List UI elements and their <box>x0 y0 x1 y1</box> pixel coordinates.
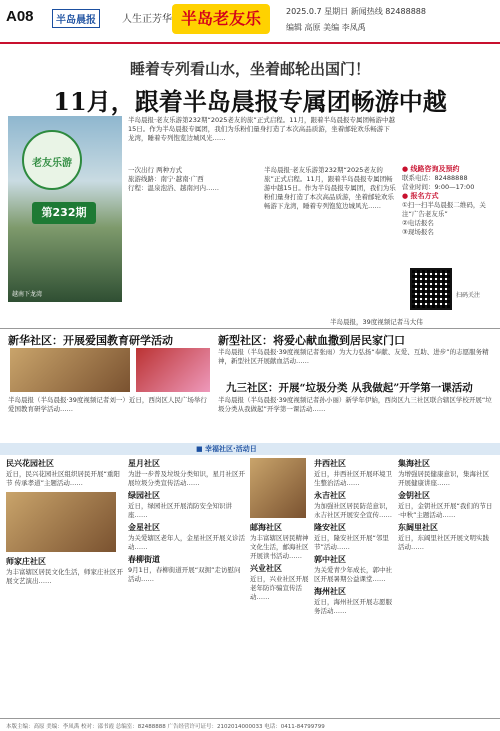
brief-title: 东阔里社区 <box>398 523 438 532</box>
briefs-col-4 <box>398 458 494 716</box>
column-name: 人生正芳华 <box>122 14 172 25</box>
qr-code[interactable] <box>410 268 452 310</box>
section-divider <box>0 328 500 329</box>
xinhua-photo-2 <box>136 348 210 392</box>
brief-photo-2 <box>250 458 306 518</box>
contact-body: 联系电话：82488888 营业时间：9:00—17:00 <box>402 174 475 191</box>
page-code: A08 <box>6 8 34 25</box>
page-footer: 本版主编：高原 美编：李凤禹 校对：邵书霞 总编室：82488888 广告经营许可证号：2102014000033 电话：0411-84799799 <box>0 718 500 731</box>
brief-text: 为关爱辖区老年人，金星社区开展义诊活动…… <box>128 534 245 551</box>
community-band <box>0 443 500 455</box>
brief-title: 兴业社区 <box>250 564 282 573</box>
brief-text: 近日，民兴花园社区组织居民开展“重阳节 传承孝道”主题活动…… <box>6 470 120 487</box>
brief-text: 近日，隆安社区开展“邻里节”活动…… <box>314 534 389 551</box>
brief-title: 郭中社区 <box>314 555 346 564</box>
photo-caption: 越南下龙湾 <box>12 291 43 298</box>
brief-photo <box>6 492 116 552</box>
briefs-col-3a <box>250 458 310 716</box>
logo-text: 老友乐游 <box>32 158 72 169</box>
brief-text: 为增强居民健康意识，集海社区开展健康讲座…… <box>398 470 489 487</box>
xinhua-photo <box>10 348 130 392</box>
brief-title: 春柳街道 <box>128 555 160 564</box>
contact-title: ● 线路咨询及预约 <box>402 165 460 173</box>
header-meta-line1: 2025.0.7 星期日 新闻热线 82488888 <box>286 7 426 16</box>
brief-text: 近日，金钥社区开展“我们的节日·中秋”主题活动…… <box>398 502 493 519</box>
xinhua-text: 半岛晨报（半岛晨报·39度视频记者刘一）近日，西岗区人民广场举行爱国教育研学活动…… <box>8 396 207 413</box>
lead-article-col1: 一次出行 两种方式 旅游线路：南宁·越南·广西 行程：温泉泡浴、越南河内…… <box>128 166 219 192</box>
xinxing-text: 半岛晨报（半岛晨报·39度视频记者张雨）为大力弘扬“奉献、友爱、互助、进步”的志愿服务精神，新型社区开展献血活动…… <box>218 348 489 365</box>
brief-text: 为丰富辖区居民精神文化生活，邮海社区开展读书活动…… <box>250 534 309 560</box>
signup-title: ● 报名方式 <box>402 192 439 200</box>
qr-label: 扫码关注 <box>456 292 481 299</box>
brief-text: 为加强社区居民防范意识，永吉社区开展安全宣传…… <box>314 502 392 519</box>
contact-box <box>402 165 494 237</box>
brief-text: 近日，井西社区开展环境卫生整治活动…… <box>314 470 392 487</box>
brief-text: 为丰富辖区居民文化生活，师家庄社区开展文艺演出…… <box>6 568 123 585</box>
brief-text: 为进一步普及垃圾分类知识，星月社区开展垃圾分类宣传活动…… <box>128 470 245 487</box>
brief-title: 师家庄社区 <box>6 557 46 566</box>
brief-text: 为关爱青少年成长，郭中社区开展暑期公益课堂…… <box>314 566 392 583</box>
page-header <box>0 0 500 44</box>
headline: 11月，跟着半岛晨报专属团畅游中越 <box>53 87 447 116</box>
brief-text: 近日，海州社区开展志愿服务活动…… <box>314 598 392 615</box>
brief-title: 绿园社区 <box>128 491 160 500</box>
issue-badge: 第232期 <box>32 202 96 224</box>
brief-title: 金星社区 <box>128 523 160 532</box>
brief-title: 民兴花园社区 <box>6 459 54 468</box>
travel-logo <box>22 130 82 190</box>
briefs-col-2 <box>128 458 246 716</box>
brief-title: 永吉社区 <box>314 491 346 500</box>
brief-title: 邮海社区 <box>250 523 282 532</box>
brief-title: 海州社区 <box>314 587 346 596</box>
subheadline: 睡着专列看山水，坐着邮轮出国门！ <box>129 60 370 78</box>
band-label: ■ 幸福社区·活动日 <box>196 445 257 453</box>
brand-text: 半岛老友乐 <box>180 9 261 28</box>
section-title-jiusan: 九三社区：开展“垃圾分类 从我做起”开学第一课活动 <box>226 382 473 394</box>
lead-photo <box>8 116 122 302</box>
brief-text: 近日，绿园社区开展消防安全知识讲座…… <box>128 502 232 519</box>
header-meta-line2: 编辑 高原 美编 李凤禹 <box>286 23 366 32</box>
brief-title: 星月社区 <box>128 459 160 468</box>
side-note: 半岛晨报，39度视频记者马大伟 <box>330 318 423 326</box>
brief-title: 隆安社区 <box>314 523 346 532</box>
signup-body: ①扫一扫半岛晨报二维码，关注“广告老友乐” ②电话报名 ③现场报名 <box>402 201 486 236</box>
lead-article-intro: 半岛晨报·老友乐游第232期“2025老友的旅”正式启程。11月，跟着半岛晨报专属团畅游中越15日。作为半岛晨报专属团，我们为乐粉们量身打造了本次高品质游，坐着邮轮欢乐畅游下龙湾，睡着专列饱览边城风光…… <box>128 116 396 142</box>
section-title-xinhua: 新华社区：开展爱国教育研学活动 <box>8 334 173 347</box>
brand-logo <box>172 4 270 34</box>
briefs-col-3b <box>314 458 394 716</box>
brief-title: 集海社区 <box>398 459 430 468</box>
lead-article-col2: 半岛晨报·老友乐游第232期“2025老友的旅”正式启程。11月，跟着半岛晨报专属团畅游中越15日。作为半岛晨报专属团，我们为乐粉们量身打造了本次高品质游，坐着邮轮欢乐畅游下龙湾，睡着专列饱览边城风光…… <box>264 166 396 210</box>
brief-title: 金钥社区 <box>398 491 430 500</box>
briefs-col-1 <box>6 458 124 716</box>
brief-title: 井西社区 <box>314 459 346 468</box>
paper-name: 半岛晨报 <box>52 9 100 28</box>
jiusan-text: 半岛晨报（半岛晨报·39度视频记者孙小丽）新学年伊始，西岗区九三社区联合辖区学校开展“垃圾分类从我做起”开学第一课活动…… <box>218 396 492 413</box>
brief-text: 近日，兴业社区开展老年防诈骗宣传活动…… <box>250 575 309 601</box>
brief-text: 9月1日，春柳街道开展“双拥”走访慰问活动…… <box>128 566 241 583</box>
section-title-xinxing: 新型社区：将爱心献血撒到居民家门口 <box>218 334 405 347</box>
brief-text: 近日，东阔里社区开展文明实践活动…… <box>398 534 489 551</box>
